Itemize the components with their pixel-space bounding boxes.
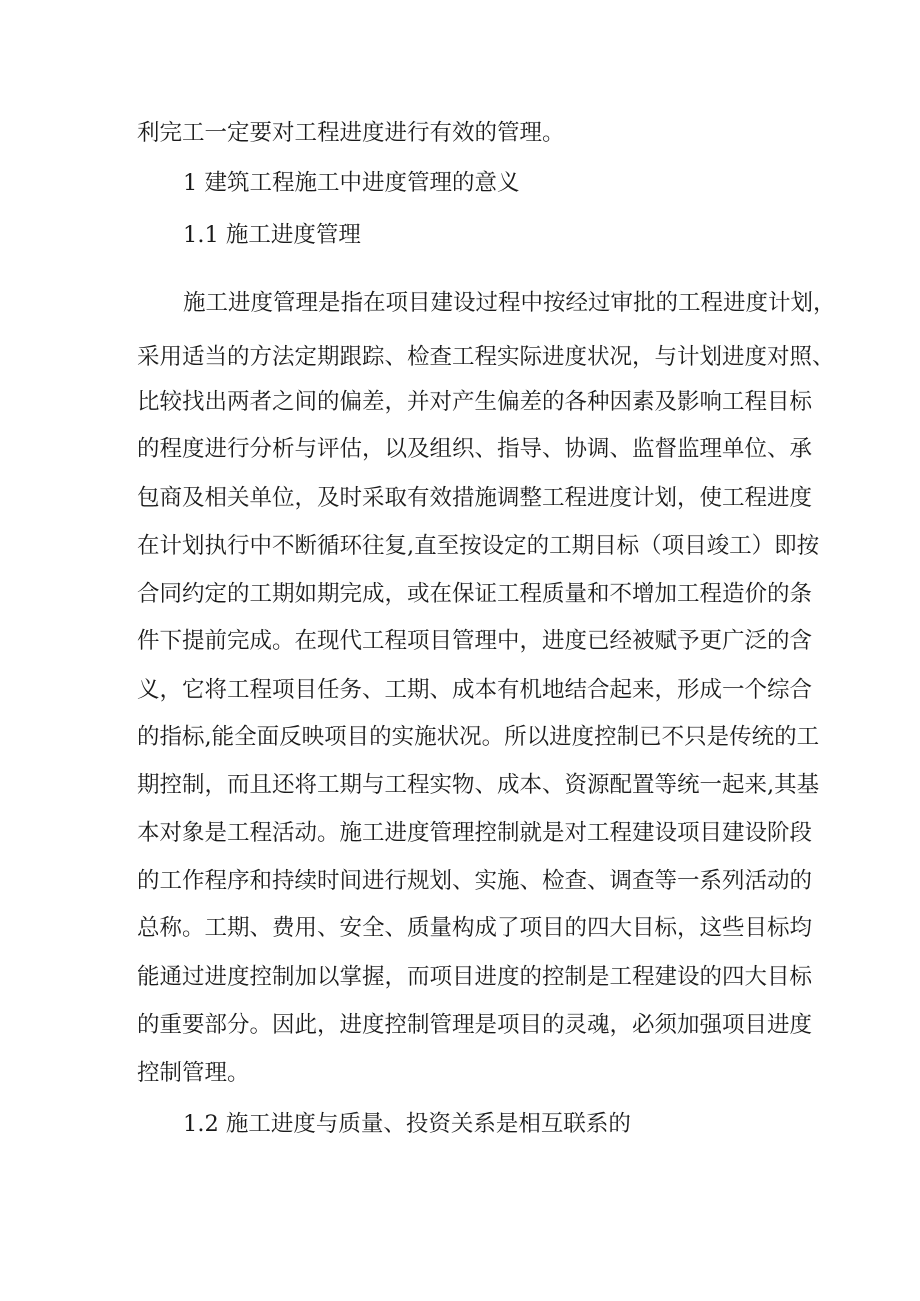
section-heading-1: 1 建筑工程施工中进度管理的意义 <box>183 170 520 196</box>
subsection-heading-1-2: 1.2 施工进度与质量、投资关系是相互联系的 <box>183 1111 631 1137</box>
paragraph-line: 合同约定的工期如期完成，或在保证工程质量和不增加工程造价的条 <box>137 581 813 607</box>
paragraph-line: 在计划执行中不断循环往复,直至按设定的工期目标（项目竣工）即按 <box>137 533 820 559</box>
paragraph-line: 采用适当的方法定期跟踪、检查工程实际进度状况，与计划进度对照、 <box>137 344 835 370</box>
subsection-heading-1-1: 1.1 施工进度管理 <box>183 222 361 248</box>
paragraph-line: 的指标,能全面反映项目的实施状况。所以进度控制已不只是传统的工 <box>137 724 820 750</box>
continuation-text: 利完工一定要对工程进度进行有效的管理。 <box>137 120 565 146</box>
paragraph-line: 期控制，而且还将工期与工程实物、成本、资源配置等统一起来,其基 <box>137 772 820 798</box>
paragraph-line: 义，它将工程项目任务、工期、成本有机地结合起来，形成一个综合 <box>137 677 813 703</box>
paragraph-line: 包商及相关单位，及时采取有效措施调整工程进度计划，使工程进度 <box>137 485 813 511</box>
paragraph-line: 总称。工期、费用、安全、质量构成了项目的四大目标，这些目标均 <box>137 915 813 941</box>
paragraph-line: 能通过进度控制加以掌握，而项目进度的控制是工程建设的四大目标 <box>137 964 813 990</box>
paragraph-line: 控制管理。 <box>137 1060 250 1086</box>
paragraph-line: 的工作程序和持续时间进行规划、实施、检查、调查等一系列活动的 <box>137 868 813 894</box>
paragraph-line: 施工进度管理是指在项目建设过程中按经过审批的工程进度计划， <box>183 290 836 316</box>
paragraph-line: 的重要部分。因此，进度控制管理是项目的灵魂，必须加强项目进度 <box>137 1012 813 1038</box>
paragraph-line: 的程度进行分析与评估，以及组织、指导、协调、监督监理单位、承 <box>137 436 813 462</box>
paragraph-line: 件下提前完成。在现代工程项目管理中，进度已经被赋予更广泛的含 <box>137 628 813 654</box>
paragraph-line: 比较找出两者之间的偏差，并对产生偏差的各种因素及影响工程目标 <box>137 389 813 415</box>
paragraph-line: 本对象是工程活动。施工进度管理控制就是对工程建设项目建设阶段 <box>137 820 813 846</box>
